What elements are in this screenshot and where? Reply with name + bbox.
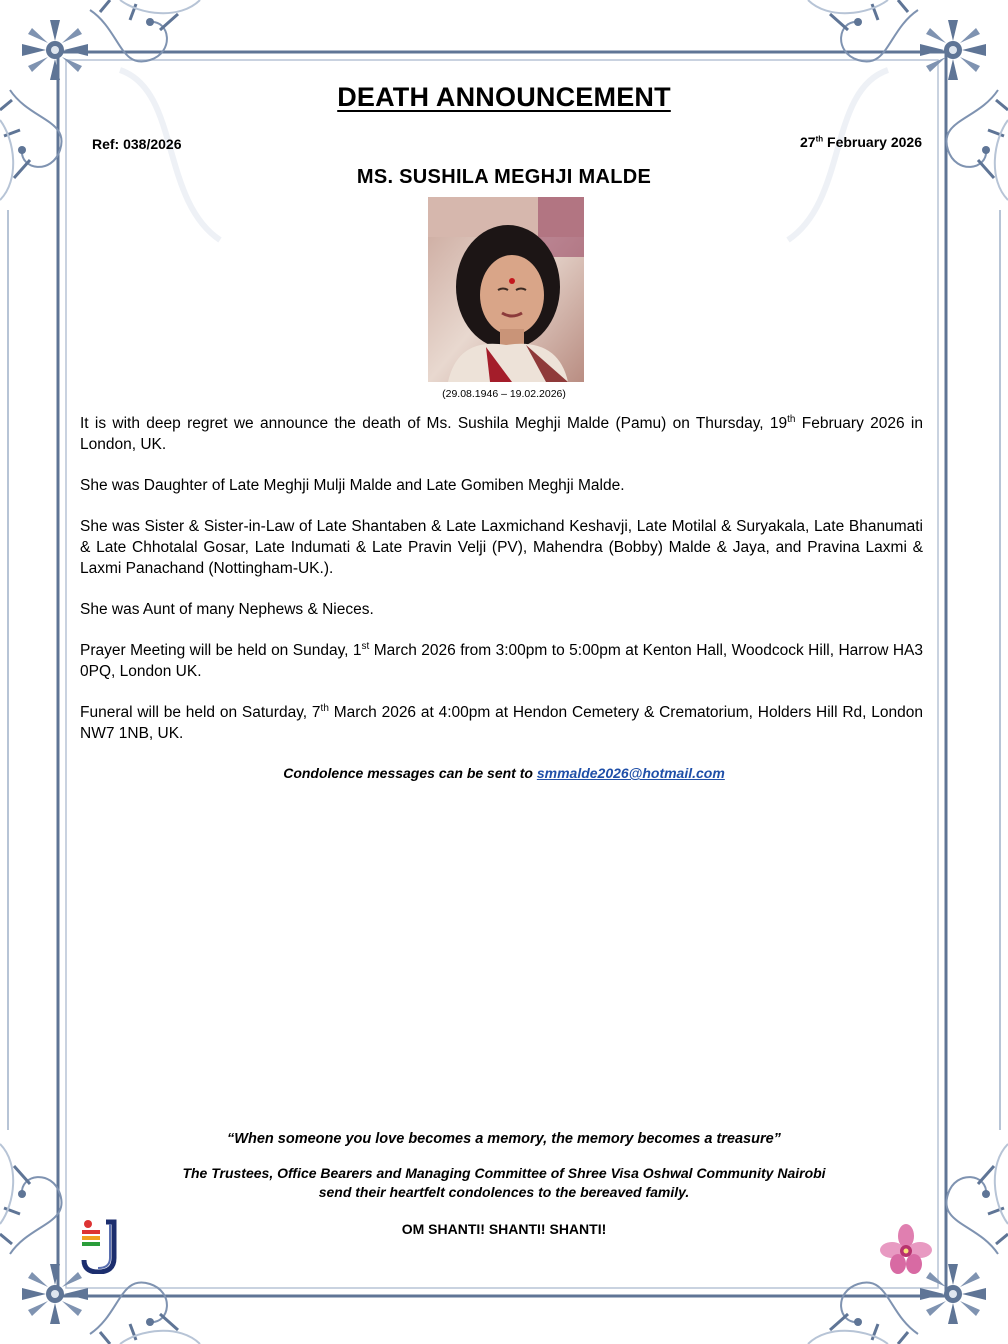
- paragraph-siblings: She was Sister & Sister-in-Law of Late Shantaben & Late Laxmichand Keshavji, Late Motilal & Suryakala, Late Bhanumati & Late Chhotalal Gosar, Late Indumati & Late Pravin Velji (PV), Mahendra (Bobby) Malde & Jaya, and Pravina Laxmi & Laxmi Panachand (Nottingham-UK.).: [80, 518, 923, 577]
- reference-number: Ref: 038/2026: [92, 136, 182, 152]
- paragraph-parents: She was Daughter of Late Meghji Mulji Malde and Late Gomiben Meghji Malde.: [80, 477, 625, 494]
- lifespan-dates: (29.08.1946 – 19.02.2026): [442, 388, 566, 400]
- announcement-body: [80, 413, 923, 764]
- paragraph-relatives: She was Aunt of many Nephews & Nieces.: [80, 601, 374, 618]
- page-title: DEATH ANNOUNCEMENT: [337, 82, 671, 112]
- deceased-name: MS. SUSHILA MEGHJI MALDE: [356, 166, 652, 188]
- condolence-line: Condolence messages can be sent to smmalde2026@hotmail.com: [283, 765, 725, 781]
- community-logo-icon: [80, 1218, 120, 1274]
- paragraph-prayer-meeting: Prayer Meeting will be held on Sunday, 1st March 2026 from 3:00pm to 5:00pm at Kenton Hall, Woodcock Hill, Harrow HA3 0PQ, London UK.: [80, 640, 923, 680]
- memorial-quote: “When someone you love becomes a memory, the memory becomes a treasure”: [227, 1131, 781, 1147]
- paragraph-funeral: Funeral will be held on Saturday, 7th March 2026 at 4:00pm at Hendon Cemetery & Crematorium, Holders Hill Rd, London NW7 1NB, UK.: [80, 702, 923, 742]
- trustees-message: The Trustees, Office Bearers and Managing Committee of Shree Visa Oshwal Community Nairobi send their heartfelt condolences to the bereaved family.: [182, 1165, 826, 1200]
- paragraph-death-notice: It is with deep regret we announce the death of Ms. Sushila Meghji Malde (Pamu) on Thursday, 19th February 2026 in London, UK.: [80, 413, 923, 453]
- closing-prayer: OM SHANTI! SHANTI! SHANTI!: [401, 1221, 607, 1237]
- announcement-date: 27th February 2026: [800, 134, 922, 150]
- orchid-flower-icon: [880, 1224, 932, 1276]
- portrait-photo: [428, 197, 584, 382]
- condolence-email-link[interactable]: smmalde2026@hotmail.com: [536, 765, 725, 781]
